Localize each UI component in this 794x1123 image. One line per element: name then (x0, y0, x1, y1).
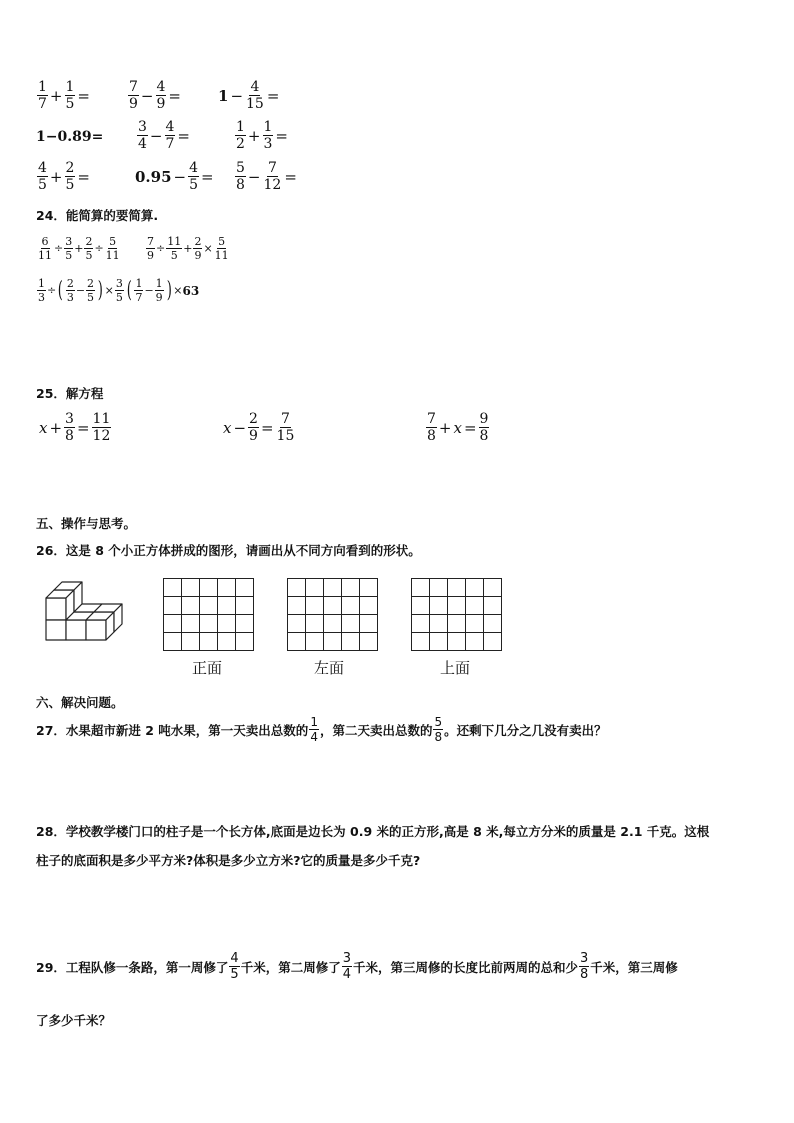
numerator: 7 (147, 235, 154, 248)
decimal-number: 0.95 (135, 167, 172, 186)
q25-equation1 (38, 412, 112, 443)
numerator: 5 (109, 235, 117, 248)
denominator: 7 (38, 96, 47, 112)
question-text: 。还剩下几分之几没有卖出？ (444, 722, 607, 738)
numerator: 2 (194, 235, 202, 248)
denominator: 5 (115, 291, 123, 304)
denominator: 5 (38, 177, 47, 193)
denominator: 12 (263, 177, 282, 193)
denominator: 4 (342, 967, 351, 982)
denominator: 15 (246, 96, 264, 112)
denominator: 8 (427, 428, 436, 444)
numerator: 1 (135, 277, 143, 290)
calc-row3-expr3 (234, 161, 298, 192)
denominator: 2 (236, 136, 245, 152)
numerator: 6 (41, 235, 49, 248)
calc-row2-expr1 (36, 129, 103, 145)
denominator: 5 (65, 96, 75, 112)
equals-sign: = (76, 418, 90, 437)
denominator: 11 (38, 249, 52, 262)
numerator: 7 (427, 411, 436, 427)
operator: ÷ (54, 242, 64, 255)
operator: × (203, 242, 213, 255)
numerator: 11 (92, 411, 111, 427)
operator: − (233, 418, 247, 437)
grid-left[interactable] (287, 578, 378, 651)
question-27 (36, 716, 607, 743)
denominator: 9 (249, 428, 258, 444)
numerator: 2 (87, 277, 95, 290)
numerator: 9 (479, 411, 489, 427)
denominator: 9 (147, 249, 154, 262)
operator: − (75, 284, 86, 297)
right-paren: ) (97, 277, 103, 303)
numerator: 11 (167, 235, 182, 248)
operator: ÷ (156, 242, 166, 255)
numerator: 3 (65, 411, 74, 427)
denominator: 11 (105, 249, 120, 262)
numerator: 2 (85, 235, 93, 248)
denominator: 8 (580, 967, 589, 982)
denominator: 8 (434, 730, 443, 744)
numerator: 7 (281, 411, 290, 427)
numerator: 2 (249, 411, 258, 427)
cube-figure (40, 580, 130, 642)
operator: − (140, 86, 154, 105)
numerator: 2 (66, 277, 74, 290)
equals-sign: = (77, 167, 90, 186)
operator: − (247, 167, 261, 186)
section-6-heading: 六、解决问题。 (36, 695, 124, 710)
question-28-line2: 柱子的底面积是多少平方米?体积是多少立方米?它的质量是多少千克? (36, 853, 421, 868)
numerator: 5 (218, 235, 226, 248)
right-paren: ) (166, 277, 172, 303)
calc-row3-expr2 (134, 161, 215, 192)
left-paren: ( (57, 277, 64, 303)
operator: + (49, 418, 63, 437)
operator: − (230, 86, 244, 105)
variable-x: x (223, 418, 232, 437)
grid-label-top: 上面 (439, 659, 470, 677)
denominator: 9 (155, 291, 163, 304)
denominator: 9 (194, 249, 202, 262)
question-text: 千米，第三周修的长度比前两周的总和少 (352, 959, 578, 975)
denominator: 8 (479, 428, 489, 444)
decimal-expression: 1−0.89= (36, 129, 104, 145)
question-24-title: 24．能简算的要简算. (36, 208, 159, 223)
numerator: 1 (38, 79, 47, 95)
numerator: 2 (65, 160, 75, 176)
q24-expr1 (36, 236, 122, 261)
denominator: 9 (129, 96, 138, 112)
equals-sign: = (266, 86, 280, 105)
equals-sign: = (463, 418, 477, 437)
numerator: 4 (38, 160, 47, 176)
numerator: 4 (156, 79, 166, 95)
grid-label-left: 左面 (313, 659, 344, 677)
numerator: 1 (65, 79, 75, 95)
variable-x: x (453, 418, 462, 437)
denominator: 5 (65, 177, 75, 193)
numerator: 1 (310, 715, 318, 729)
question-28-line1: 28．学校教学楼门口的柱子是一个长方体,底面是边长为 0.9 米的正方形,高是 8 米,每立方分米的质量是 2.1 千克。这根 (36, 824, 710, 839)
denominator: 12 (92, 428, 111, 444)
calc-row1-expr2 (127, 80, 182, 111)
q24-expr3 (36, 278, 199, 303)
calc-row2-expr3 (234, 120, 289, 151)
denominator: 5 (170, 249, 178, 262)
numerator: 3 (115, 277, 123, 290)
denominator: 7 (165, 136, 175, 152)
numerator: 3 (65, 235, 73, 248)
calc-row2-expr2 (136, 120, 191, 151)
question-text: 千米，第二周修了 (240, 959, 341, 975)
denominator: 3 (66, 291, 74, 304)
numerator: 4 (230, 951, 239, 966)
numerator: 3 (138, 119, 147, 135)
denominator: 8 (236, 177, 245, 193)
section-5-heading: 五、操作与思考。 (36, 516, 137, 531)
equals-sign: = (275, 126, 288, 145)
numerator: 7 (129, 79, 138, 95)
equals-sign: = (284, 167, 297, 186)
denominator: 15 (276, 428, 295, 444)
operator: + (49, 167, 63, 186)
q25-equation2 (222, 412, 296, 443)
calc-row3-expr1 (36, 161, 91, 192)
operator: ÷ (94, 242, 104, 255)
question-29-line2: 了多少千米？ (36, 1013, 112, 1028)
calc-row1-expr3 (217, 80, 280, 111)
denominator: 11 (214, 249, 229, 262)
grid-top[interactable] (411, 578, 502, 651)
denominator: 5 (230, 967, 239, 982)
numerator: 1 (236, 119, 245, 135)
question-25-title: 25．解方程 (36, 386, 104, 401)
denominator: 5 (189, 177, 199, 193)
numerator: 3 (580, 951, 589, 966)
q25-equation3 (425, 412, 490, 443)
equals-sign: = (177, 126, 190, 145)
denominator: 3 (38, 291, 45, 304)
whole-number: 1 (218, 86, 229, 105)
denominator: 7 (135, 291, 143, 304)
denominator: 5 (65, 249, 73, 262)
operator: × (173, 284, 183, 297)
denominator: 5 (87, 291, 95, 304)
denominator: 5 (85, 249, 93, 262)
numerator: 1 (155, 277, 163, 290)
calc-row1-expr1 (36, 80, 91, 111)
grid-front[interactable] (163, 578, 254, 651)
operator: − (173, 167, 187, 186)
left-paren: ( (126, 277, 132, 303)
equals-sign: = (168, 86, 181, 105)
operator: − (144, 284, 154, 297)
variable-x: x (39, 418, 48, 437)
numerator: 7 (267, 160, 277, 176)
operator: ÷ (47, 284, 57, 297)
operator: + (183, 242, 193, 255)
operator: + (49, 86, 63, 105)
question-text: ，第二天卖出总数的 (319, 722, 433, 738)
q24-expr2 (145, 236, 231, 261)
question-text: 27．水果超市新进 2 吨水果，第一天卖出总数的 (36, 722, 309, 738)
numerator: 4 (189, 160, 199, 176)
question-text: 29．工程队修一条路，第一周修了 (36, 959, 229, 975)
operator: + (74, 242, 84, 255)
denominator: 4 (310, 730, 318, 744)
denominator: 9 (156, 96, 166, 112)
numerator: 5 (434, 715, 443, 729)
operator: − (149, 126, 163, 145)
denominator: 8 (65, 428, 74, 444)
equals-sign: = (260, 418, 274, 437)
denominator: 3 (263, 136, 273, 152)
equals-sign: = (201, 167, 214, 186)
grid-label-front: 正面 (191, 659, 222, 677)
numerator: 1 (38, 277, 45, 290)
numerator: 4 (250, 79, 260, 95)
operator: × (104, 284, 114, 297)
operator: + (247, 126, 261, 145)
equals-sign: = (77, 86, 90, 105)
integer: 63 (182, 283, 200, 298)
numerator: 4 (165, 119, 175, 135)
denominator: 4 (138, 136, 147, 152)
question-26-title: 26．这是 8 个小正方体拼成的图形，请画出从不同方向看到的形状。 (36, 543, 421, 558)
numerator: 5 (236, 160, 245, 176)
numerator: 1 (263, 119, 273, 135)
numerator: 3 (342, 951, 351, 966)
question-29-line1 (36, 952, 678, 981)
operator: + (438, 418, 452, 437)
question-text: 千米，第三周修 (590, 959, 678, 975)
